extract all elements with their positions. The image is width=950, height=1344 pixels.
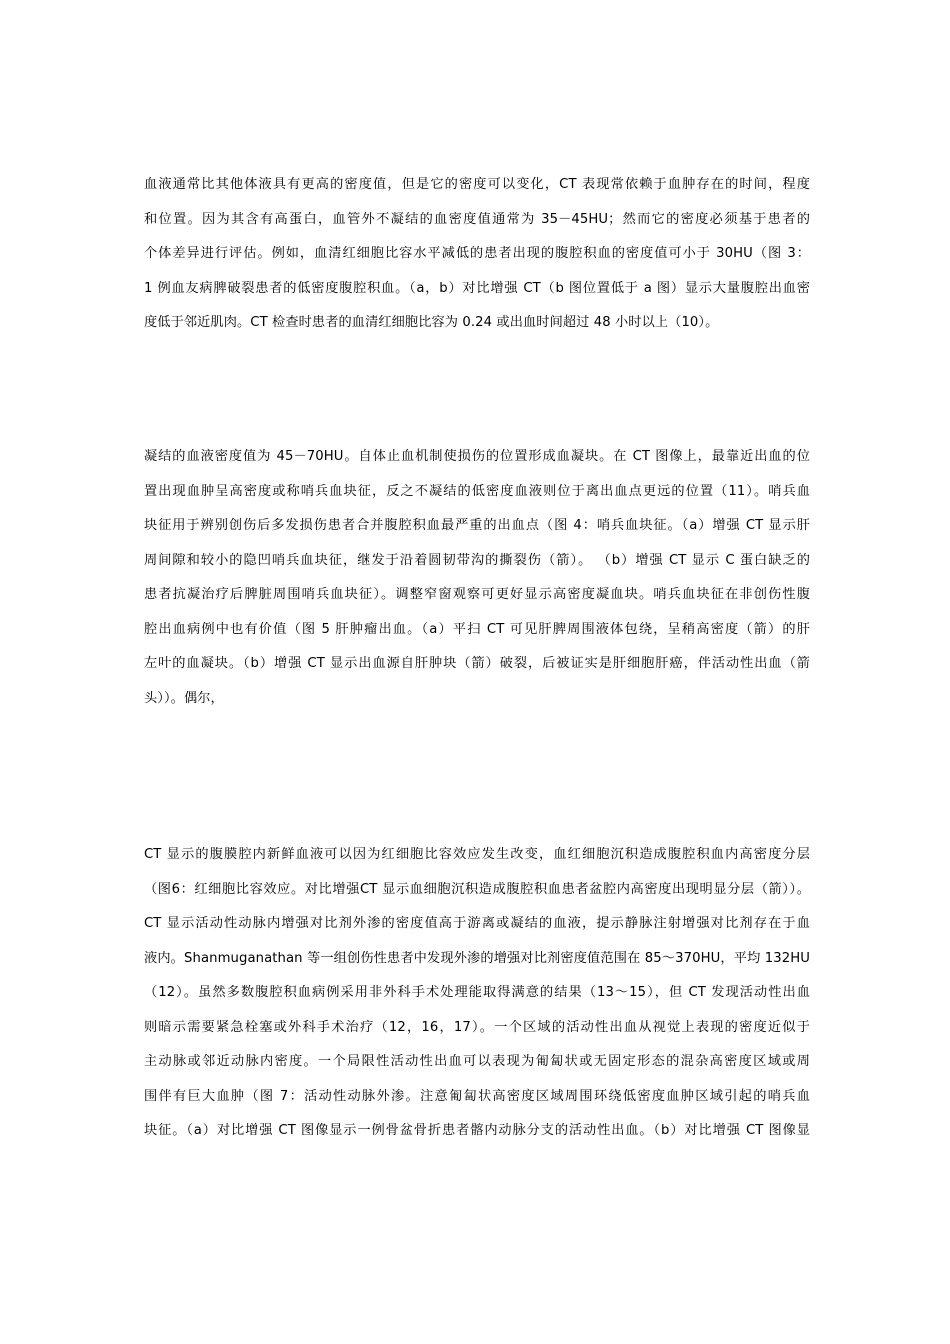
text-line: 周间隙和较小的隐凹哨兵血块征，继发于沿着圆韧带沟的撕裂伤（箭）。 （b）增强 CT 显示 C 蛋白缺乏的 [144,552,810,568]
paragraph-blood-density [144,168,810,341]
text-line: 个体差异进行评估。例如，血清红细胞比容水平减低的患者出现的腹腔积血的密度值可小于 30HU（图 3： [144,246,810,261]
text-line: 左叶的血凝块。（b）增强 CT 显示出血源自肝肿块（箭）破裂，后被证实是肝细胞肝癌，伴活动性出血（箭 [144,656,810,671]
text-line: CT 显示活动性动脉内增强对比剂外渗的密度值高于游离或凝结的血液，提示静脉注射增强对比剂存在于血 [144,916,810,931]
text-line: 和位置。因为其含有高蛋白，血管外不凝结的血密度值通常为 35－45HU；然而它的密度必须基于患者的 [144,211,810,227]
text-line: 则暗示需要紧急栓塞或外科手术治疗（12，16，17）。一个区域的活动性出血从视觉上表现的密度近似于 [144,1019,810,1035]
text-line: 围伴有巨大血肿（图 7：活动性动脉外渗。注意匍匐状高密度区域周围环绕低密度血肿区域引起的哨兵血 [144,1088,810,1104]
text-line: （图6：红细胞比容效应。对比增强CT 显示血细胞沉积造成腹腔积血患者盆腔内高密度出现明显分层（箭））。 [144,881,810,897]
text-line: 头））。偶尔， [144,690,224,706]
text-line: 患者抗凝治疗后脾脏周围哨兵血块征）。调整窄窗观察可更好显示高密度凝血块。哨兵血块征在非创伤性腹 [144,587,810,602]
paragraph-sentinel-clot [144,440,810,716]
text-line: （12）。虽然多数腹腔积血病例采用非外科手术处理能取得满意的结果（13～15），但 CT 发现活动性出血 [144,985,810,1000]
text-line: 血液通常比其他体液具有更高的密度值，但是它的密度可以变化，CT 表现常依赖于血肿存在的时间，程度 [144,177,810,192]
text-line: 块征用于辨别创伤后多发损伤患者合并腹腔积血最严重的出血点（图 4：哨兵血块征。（a）增强 CT 显示肝 [144,518,810,533]
text-line: 主动脉或邻近动脉内密度。一个局限性活动性出血可以表现为匍匐状或无固定形态的混杂高密度区域或周 [144,1054,810,1069]
text-line: CT 显示的腹膜腔内新鲜血液可以因为红细胞比容效应发生改变，血红细胞沉积造成腹腔积血内高密度分层 [144,847,810,862]
text-line: 度低于邻近肌肉。CT 检查时患者的血清红细胞比容为 0.24 或出血时间超过 48 小时以上（10）。 [144,315,719,330]
text-line: 凝结的血液密度值为 45－70HU。自体止血机制使损伤的位置形成血凝块。在 CT 图像上，最靠近出血的位 [144,449,810,464]
text-line: 腔出血病例中也有价值（图 5 肝肿瘤出血。（a）平扫 CT 可见肝脾周围液体包绕，呈稍高密度（箭）的肝 [144,621,810,637]
text-line: 置出现血肿呈高密度或称哨兵血块征，反之不凝结的低密度血液则位于离出血点更远的位置（11）。哨兵血 [144,483,810,499]
text-line: 块征。（a）对比增强 CT 图像显示一例骨盆骨折患者髂内动脉分支的活动性出血。（b）对比增强 CT 图像显 [144,1123,810,1138]
paragraph-hematocrit-effect [144,838,810,1149]
text-line: 液内。Shanmuganathan 等一组创伤性患者中发现外渗的增强对比剂密度值范围在 85～370HU，平均 132HU [144,950,810,966]
text-line: 1 例血友病脾破裂患者的低密度腹腔积血。（a，b）对比增强 CT（b 图位置低于 a 图）显示大量腹腔出血密 [144,280,810,296]
